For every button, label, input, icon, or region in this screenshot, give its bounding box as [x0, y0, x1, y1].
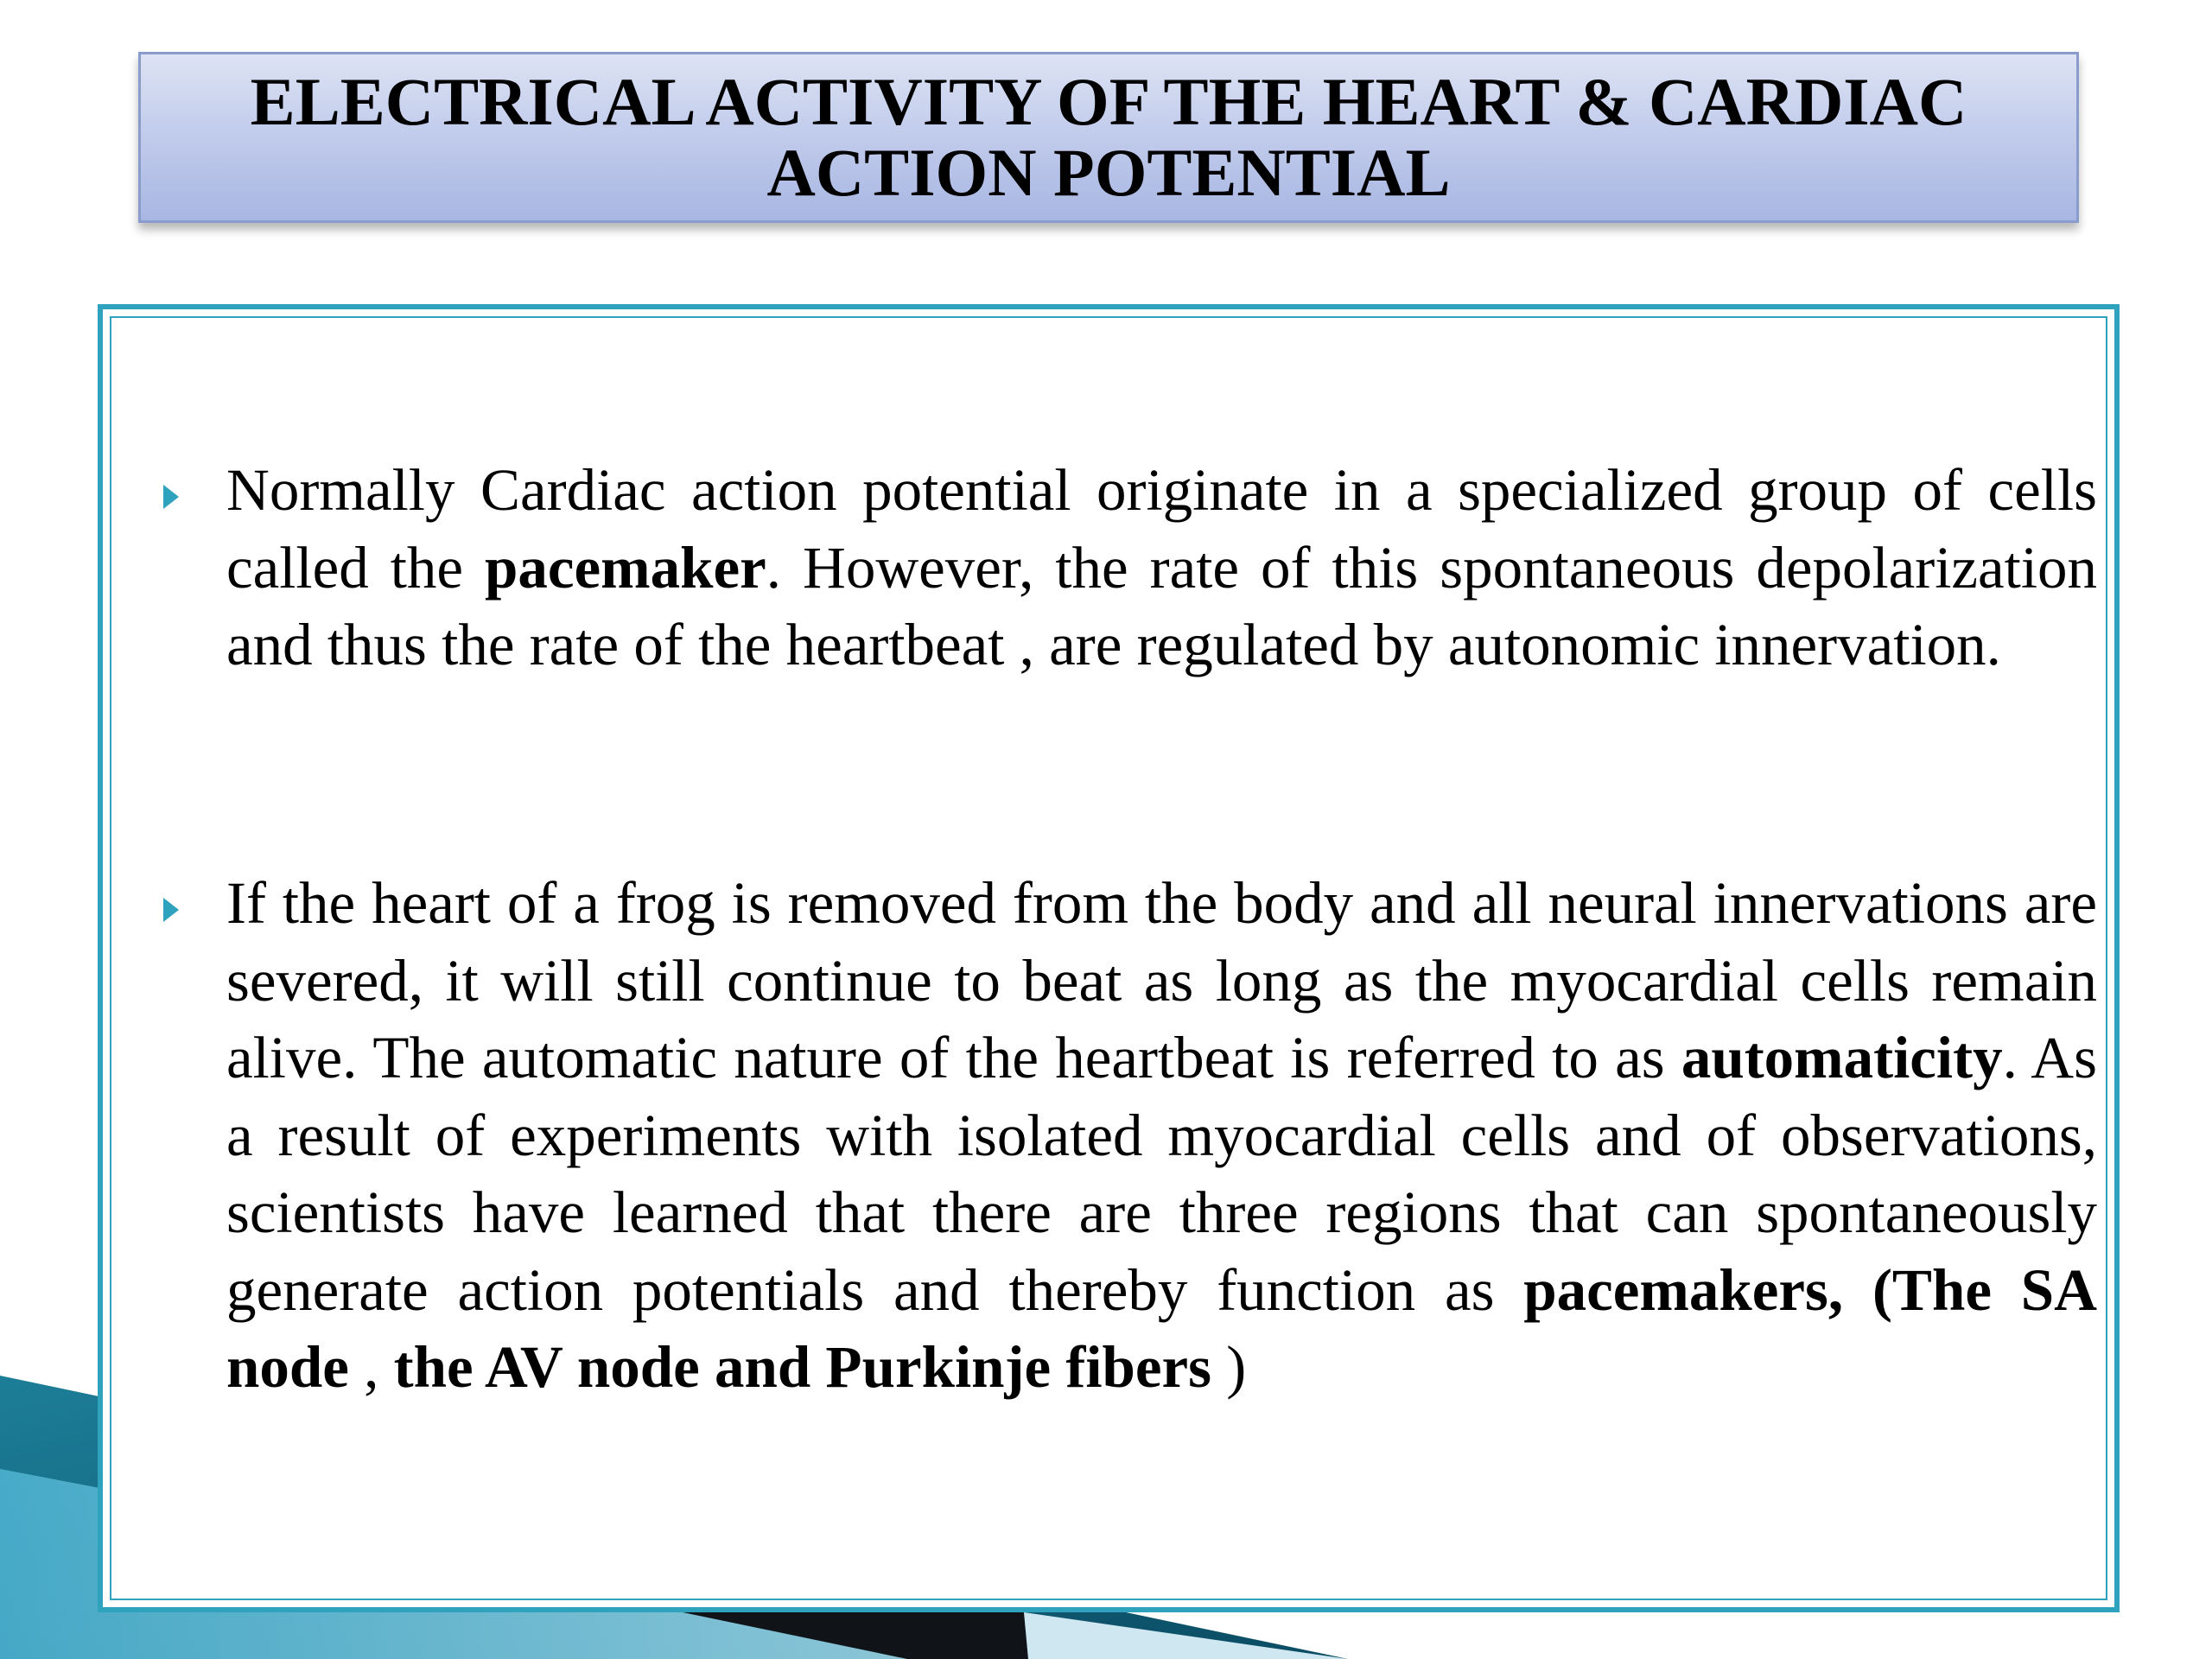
title-banner [138, 52, 2079, 223]
bold-term-av-node-purkinje: the AV node and Purkinje fibers [393, 1334, 1211, 1400]
bold-term-pacemaker: pacemaker [485, 534, 766, 601]
content-panel [98, 304, 2120, 1612]
slide-title: ELECTRICAL ACTIVITY OF THE HEART & CARDIAC ACTION POTENTIAL [250, 64, 1967, 210]
text-segment: Normally Cardiac action potential originate in a specialized group of cells called the [226, 457, 2097, 601]
triangle-bullet-icon [163, 898, 179, 922]
bold-term-automaticity: automaticity [1681, 1025, 2003, 1090]
bullet-text-2 [226, 865, 2097, 1407]
bullet-text-1 [226, 452, 2097, 684]
bold-term-pacemakers: pacemakers, (The SA node [226, 1256, 2097, 1400]
text-segment: If the heart of a frog is removed from the body and all neural innervations are severed, it will still continue to beat as long as the myocardial cells remain alive. The automatic nature of the heartbeat is referred to as [226, 870, 2097, 1090]
text-segment: ) [1211, 1334, 1247, 1400]
text-segment: . As a result of experiments with isolated myocardial cells and of observations, scientists have learned that there are three regions that can spontaneously generate action potentials and thereby function as [226, 1025, 2097, 1323]
text-segment: . However, the rate of this spontaneous depolarization and thus the rate of the heartbeat , are regulated by autonomic innervation. [226, 534, 2098, 677]
content-panel-inner-border [110, 316, 2107, 1600]
triangle-bullet-icon [163, 485, 179, 509]
text-segment: , [348, 1334, 394, 1400]
